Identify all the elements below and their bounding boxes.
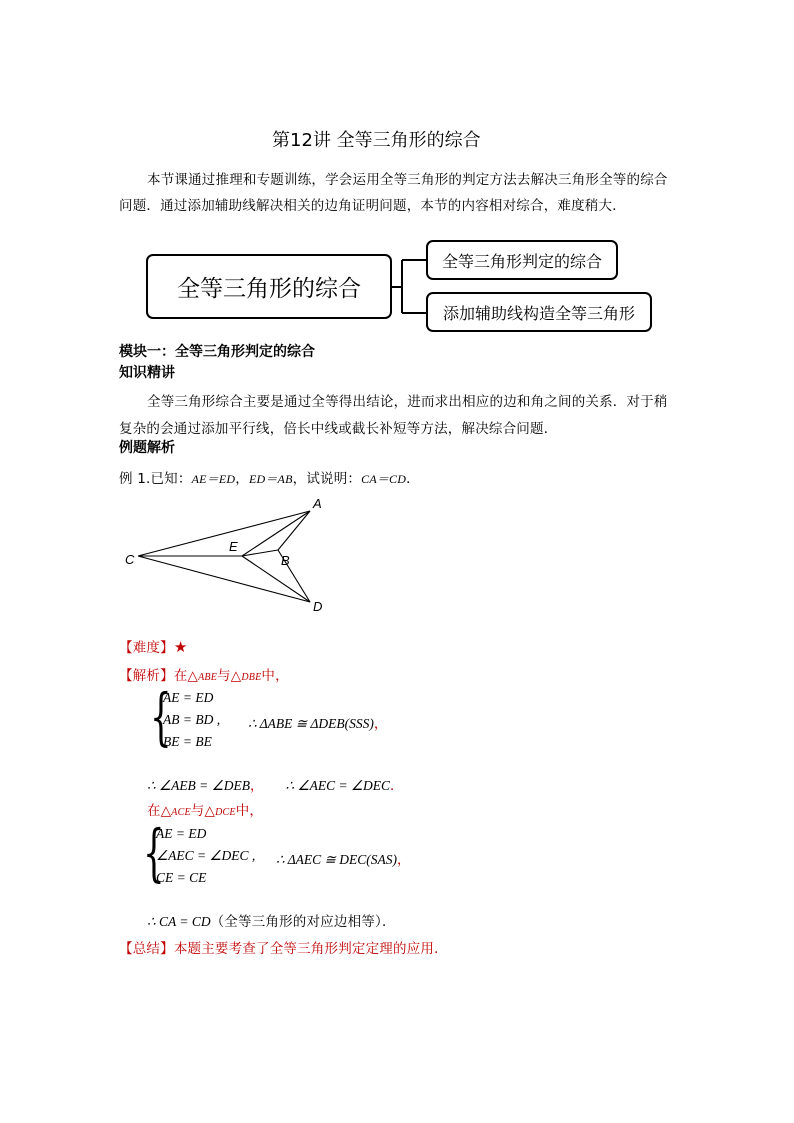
- conclusion-1: [248, 712, 387, 732]
- segment-ba: [278, 511, 310, 550]
- segment-ca: [138, 511, 310, 556]
- statement-end: ．: [406, 471, 420, 487]
- triangle-abe: ABE: [198, 672, 218, 683]
- segment-ea: [242, 511, 310, 556]
- knowledge-heading: 知识精讲: [119, 365, 175, 381]
- label-a: A: [313, 496, 322, 511]
- intro-line-1: 本节课通过推理和专题训练，学会运用全等三角形的判定方法去解决三角形全等的综合: [147, 172, 668, 188]
- conclusion-2-end: ，: [396, 852, 411, 867]
- condition-1: AE＝ED: [191, 472, 236, 486]
- label-c: C: [125, 552, 135, 567]
- step-2a-end: ，: [250, 778, 264, 793]
- mindmap-branch-1-label: 全等三角形判定的综合: [441, 251, 602, 271]
- difficulty-label: 【难度】: [119, 640, 174, 656]
- final-math: ∴ CA = CD: [147, 914, 211, 929]
- triangle-dbe: DBE: [241, 672, 262, 683]
- analysis-intro: [119, 664, 289, 684]
- statement-mid: ，试说明：: [292, 471, 362, 487]
- knowledge-line-2: 复杂的会通过添加平行线，倍长中线或截长补短等方法，解决综合问题．: [119, 421, 558, 437]
- example-prefix: 例 1.已知：: [119, 471, 192, 487]
- summary-row: [119, 937, 448, 957]
- sys2-line-2: ∠AEC = ∠DEC ,: [156, 848, 256, 863]
- conclusion-1-math: ∴ ΔABE ≅ ΔDEB(SSS): [248, 716, 374, 731]
- module-heading: 模块一：全等三角形判定的综合: [119, 344, 315, 360]
- step-2b: ∴ ∠AEC = ∠DEC: [285, 778, 391, 793]
- analysis-text-c: 中，: [261, 668, 289, 684]
- page-title: 第12讲 全等三角形的综合: [272, 130, 481, 151]
- mindmap-branch-2-label: 添加辅助线构造全等三角形: [442, 303, 635, 323]
- sys2-line-3: CE = CE: [156, 870, 207, 885]
- analysis-label: 【解析】: [119, 668, 174, 684]
- analysis-text-a: 在△: [173, 668, 199, 684]
- star-icon: ★: [173, 638, 188, 656]
- brace-2: {: [143, 816, 165, 889]
- knowledge-line-1: 全等三角形综合主要是通过全等得出结论，进而求出相应的边和角之间的关系．对于稍: [147, 394, 668, 410]
- analysis-2-text-c: 中，: [235, 803, 264, 819]
- difficulty-row: [119, 636, 187, 656]
- brace-1: {: [150, 680, 172, 753]
- segment-ed: [242, 556, 310, 602]
- analysis-2-text-b: 与△: [190, 803, 216, 819]
- summary-label: 【总结】: [119, 941, 174, 957]
- final-conclusion: [147, 910, 396, 930]
- goal: CA＝CD: [361, 472, 407, 486]
- separator: ，: [235, 471, 249, 487]
- sys1-line-3: BE = BE: [163, 734, 212, 749]
- step-2b-end: ．: [390, 778, 404, 793]
- conclusion-1-end: ，: [373, 716, 388, 731]
- angle-step: [147, 774, 404, 794]
- triangle-ace: ACE: [171, 807, 191, 818]
- label-e: E: [229, 539, 238, 554]
- summary-text: 本题主要考查了全等三角形判定定理的应用．: [173, 941, 448, 957]
- conclusion-2: [276, 848, 410, 868]
- analysis-2-text-a: 在△: [147, 803, 172, 819]
- examples-heading: 例题解析: [119, 440, 175, 456]
- intro-line-2: 问题．通过添加辅助线解决相关的边角证明问题，本节的内容相对综合，难度稍大．: [119, 198, 626, 214]
- sys1-line-1: AE = ED: [163, 690, 214, 705]
- label-d: D: [313, 599, 323, 614]
- final-text: （全等三角形的对应边相等）．: [210, 914, 396, 930]
- mindmap-root-label: 全等三角形的综合: [177, 276, 361, 302]
- label-b: B: [281, 553, 290, 568]
- conclusion-2-math: ∴ ΔAEC ≅ DEC(SAS): [276, 852, 397, 867]
- analysis-text-b: 与△: [217, 668, 242, 684]
- triangle-dce: DCE: [215, 807, 236, 818]
- sys1-line-2: AB = BD ,: [163, 712, 221, 727]
- condition-2: ED＝AB: [248, 472, 293, 486]
- sys2-line-1: AE = ED: [156, 826, 207, 841]
- step-2a: ∴ ∠AEB = ∠DEB: [147, 778, 251, 793]
